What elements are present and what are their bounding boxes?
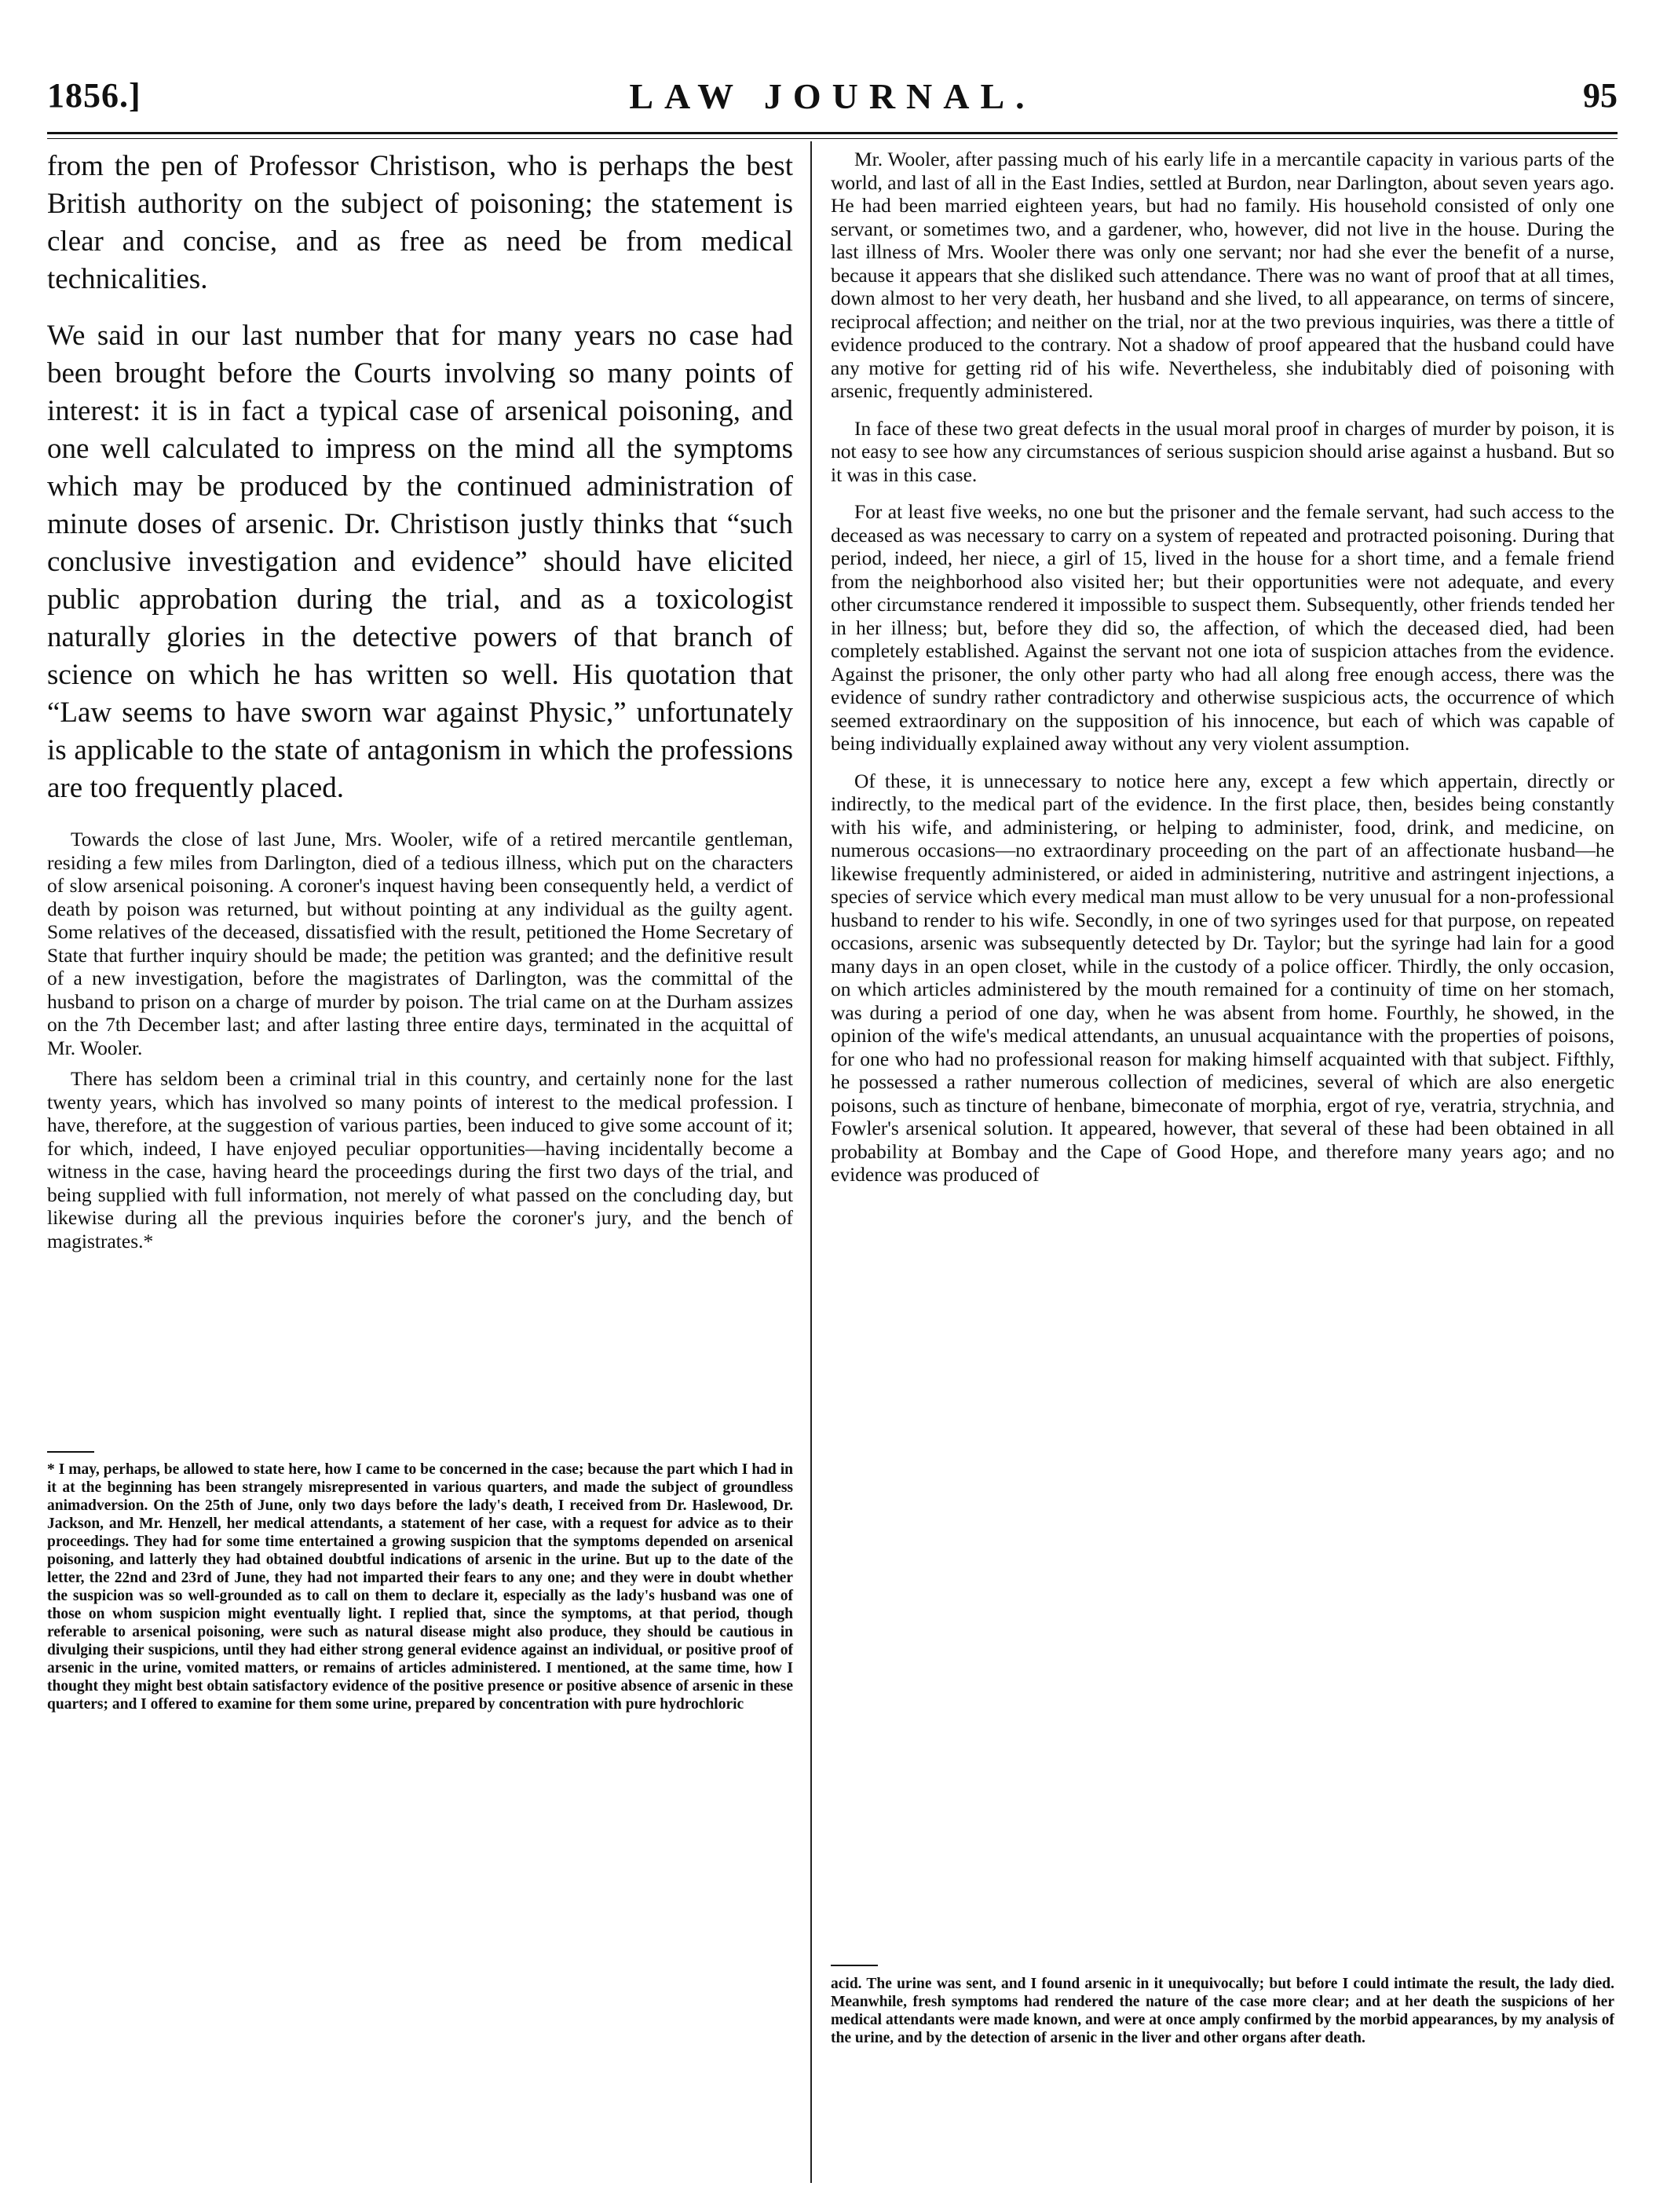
header-year: 1856.] [47, 76, 141, 115]
left-paragraph-3: Towards the close of last June, Mrs. Wooler, wife of a retired mercantile gentleman, residing a few miles from Darlington, died of a tedious illness, which put on the characters of slow arsenical poisoning. A coroner's inquest having been consequently held, a verdict of death by poison was returned, but without pointing at any individual as the guilty agent. Some relatives of the deceased, dissatisfied with the result, petitioned the Home Secretary of State that further inquiry should be made; the petition was granted; and the definitive result of a new investigation, before the magistrates of Darlington, was the committal of the husband to prison on a charge of murder by poison. The trial came on at the Durham assizes on the 7th December last; and after lasting three entire days, terminated in the acquittal of Mr. Wooler. [47, 828, 793, 1059]
footnote-right: acid. The urine was sent, and I found arsenic in it unequivocally; but before I could intimate the result, the lady died. Meanwhile, fresh symptoms had rendered the nature of the case more clear; and at her death the suspicions of her medical attendants were made known, and were at once amply confirmed by the morbid appearances, by my analysis of the urine, and by the detection of arsenic in the liver and other organs after death. [831, 1976, 1614, 2046]
right-paragraph-2: In face of these two great defects in the usual moral proof in charges of murder by poison, it is not easy to see how any circumstances of serious suspicion should arise against a husband. But so it was in this case. [831, 416, 1614, 486]
footnote-rule-right [831, 1965, 878, 1966]
column-divider [810, 141, 812, 2183]
left-paragraph-2: We said in our last number that for many years no case had been brought before the Courts involving so many points of interest: it is in fact a typical case of arsenical poisoning, and one well calculated to impress on the mind all the symptoms which may be produced by the continued administration of minute doses of arsenic. Dr. Christison justly thinks that “such conclusive investigation and evidence” should have elicited public approbation during the trial, and as a toxicologist naturally glories in the detective powers of that branch of science on which he has written so well. His quotation that “Law seems to have sworn war against Physic,” unfortunately is applicable to the state of antagonism in which the professions are too frequently placed. [47, 320, 793, 804]
left-paragraph-1: from the pen of Professor Christison, who is perhaps the best British authority on the subject of poisoning; the statement is clear and concise, and as free as need be from medical technicalities. [47, 150, 793, 295]
right-paragraph-4: Of these, it is unnecessary to notice here any, except a few which appertain, directly or indirectly, to the medical part of the evidence. In the first place, then, besides being constantly with his wife, and administering, or helping to administer, food, drink, and medicine, on numerous occasions—no extraordinary proceeding on the part of an affectionate husband—he likewise frequently administered, or aided in administering, nutritive and astringent injections, a species of service which every medical man must allow to be very unusual for a non-professional husband to render to his wife. Secondly, in one of two syringes used for that purpose, on repeated occasions, arsenic was subsequently detected by Dr. Taylor; but the syringe had lain for a good many days in an open closet, while in the custody of a police officer. Thirdly, the only occasion, on which articles administered by the mouth remained for a continuity of time on her stomach, was during a period of one day, when he was absent from home. Fourthly, he showed, in the opinion of the wife's medical attendants, an unusual acquaintance with the properties of poisons, for one who had no professional reason for making himself acquainted with that subject. Fifthly, he possessed a rather numerous collection of medicines, several of which are also energetic poisons, such as tincture of henbane, bimeconate of morphia, ergot of rye, veratria, strychnia, and Fowler's arsenical solution. It appeared, however, that several of these had been obtained in all probability at Bombay and the Cape of Good Hope, and therefore many years ago; and no evidence was produced of [831, 769, 1614, 1186]
right-paragraph-1: Mr. Wooler, after passing much of his early life in a mercantile capacity in various parts of the world, and last of all in the East Indies, settled at Burdon, near Darlington, about seven years ago. He had been married eighteen years, but had no family. His household consisted of only one servant, or sometimes two, and a gardener, who, however, did not live in the house. During the last illness of Mrs. Wooler there was only one servant; nor had she ever the benefit of a nurse, because it appears that she disliked such attendance. There was no want of proof that at all times, down almost to her very death, her husband and she lived, to all appearance, on terms of sincere, reciprocal affection; and neither on the trial, nor at the two previous inquiries, was there a tittle of evidence produced to the contrary. Not a shadow of proof appeared that the husband could have any motive for getting rid of his wife. Nevertheless, she indubitably died of poisoning with arsenic, frequently administered. [831, 148, 1614, 402]
footnote-rule-left [47, 1451, 94, 1453]
left-column [47, 148, 793, 1252]
left-paragraph-4: There has seldom been a criminal trial in this country, and certainly none for the last twenty years, which has involved so many points of interest to the medical profession. I have, therefore, at the suggestion of various parties, been induced to give some account of it; for which, indeed, I have enjoyed peculiar opportunities—having incidentally become a witness in the case, having heard the proceedings during the first two days of the trial, and being supplied with full information, not merely of what passed on the concluding day, but likewise during all the previous inquiries before the coroner's jury, and the bench of magistrates.* [47, 1067, 793, 1252]
right-paragraph-3: For at least five weeks, no one but the prisoner and the female servant, had such access to the deceased as was necessary to carry on a system of repeated and protracted poisoning. During that period, indeed, her niece, a girl of 15, lived in the house for a short time, and a female friend from the neighborhood also visited her; but their opportunities were not adequate, and every other circumstance rendered it impossible to suspect them. Subsequently, other friends tended her in her illness; but, before they did so, the affection, of which the deceased died, had been completely established. Against the servant not one iota of suspicion attaches from the evidence. Against the prisoner, the only other party who had all along free enough access, there was the evidence of sundry rather contradictory and otherwise suspicious acts, the occurrence of which seemed extraordinary on the supposition of his innocence, but each of which was capable of being individually explained away without any very violent assumption. [831, 500, 1614, 755]
page-number: 95 [1583, 76, 1618, 115]
header-rule-thin [47, 138, 1618, 139]
header-rule [47, 132, 1618, 134]
header-title: LAW JOURNAL. [629, 76, 1036, 116]
right-column [831, 148, 1614, 1201]
footnote-left: * I may, perhaps, be allowed to state here, how I came to be concerned in the case; because the part which I had in it at the beginning has been strangely misrepresented in various quarters, and made the subject of groundless animadversion. On the 25th of June, only two days before the lady's death, I received from Dr. Haslewood, Dr. Jackson, and Mr. Henzell, her medical attendants, a statement of her case, with a request for advice as to their proceedings. They had for some time entertained a growing suspicion that the symptoms depended on arsenical poisoning, and latterly they had obtained doubtful indications of arsenic in the urine. But up to the date of the letter, the 22nd and 23rd of June, they had not imparted their fears to any one; and they were in doubt whether the suspicion was so well-grounded as to call on them to declare it, especially as the lady's husband was one of those on whom suspicion might eventually light. I replied that, since the symptoms, at that period, though referable to arsenical poisoning, were such as natural disease might also produce, they should be cautious in divulging their suspicions, until they had either strong general evidence against an individual, or positive proof of arsenic in the urine, vomited matters, or remains of articles administered. I mentioned, at the same time, how I thought they might best obtain satisfactory evidence of the positive presence or positive absence of arsenic in these quarters; and I offered to examine for them some urine, prepared by concentration with pure hydrochloric [47, 1461, 793, 1713]
running-header [47, 75, 1618, 130]
